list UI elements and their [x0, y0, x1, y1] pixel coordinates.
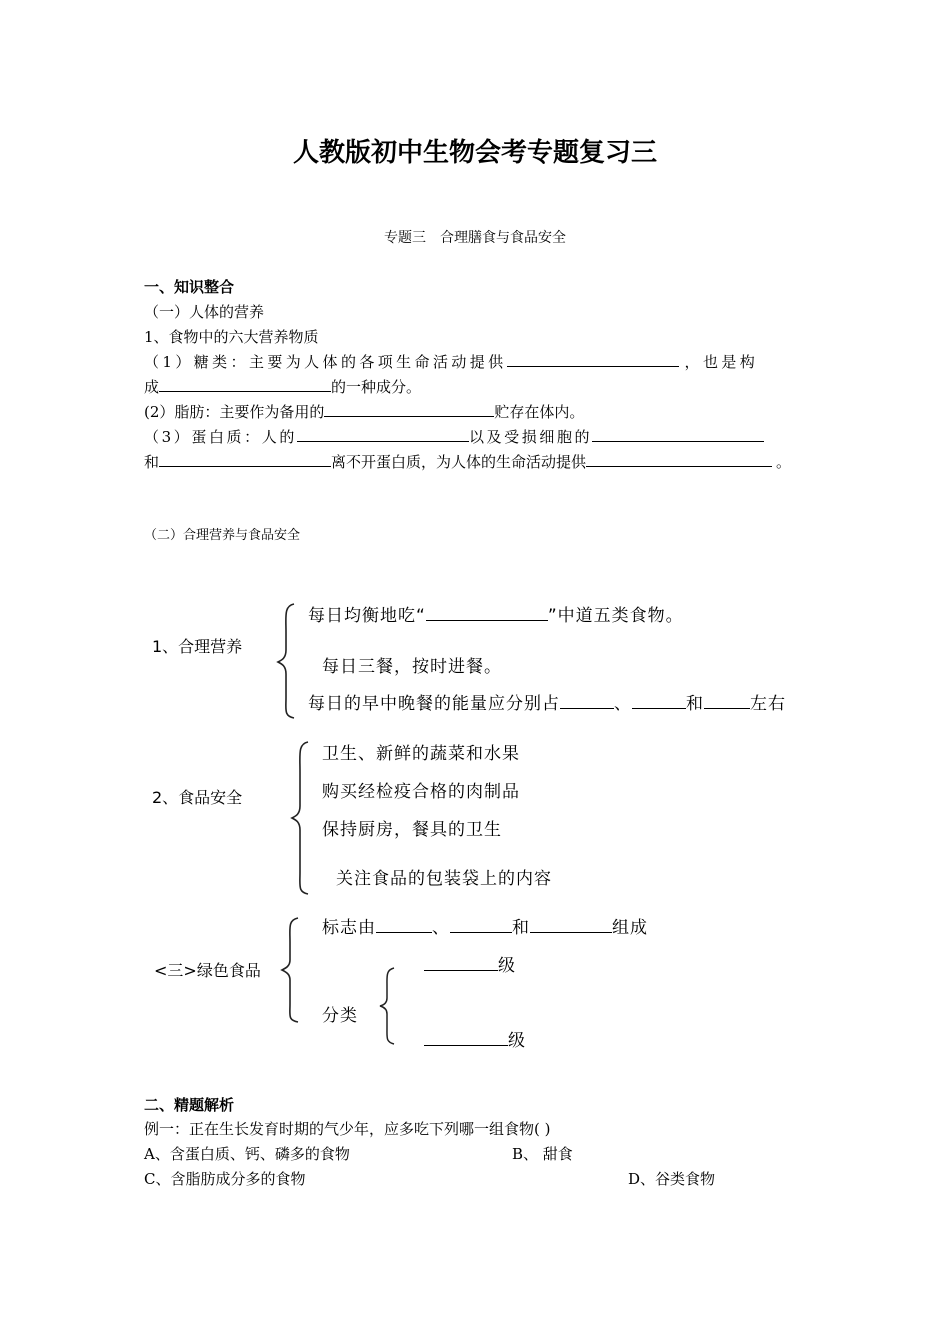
green-food-classify-label: 分类 [322, 1006, 358, 1026]
nutrition-line-3-end: 左右 [750, 694, 786, 714]
option-b[interactable]: B、 甜食 [512, 1145, 573, 1163]
nutrition-line-1 [308, 601, 684, 626]
nutrition-sep-1: 、 [614, 694, 632, 714]
page-subtitle: 专题三 合理膳食与食品安全 [384, 230, 566, 246]
protein-text-b: 以及受损细胞的 [468, 428, 593, 446]
page-title: 人教版初中生物会考专题复习三 [292, 138, 657, 168]
nutrition-line-1-a: 每日均衡地吃“ [308, 606, 426, 626]
green-logo-blank-3[interactable] [530, 917, 612, 933]
protein-line-2 [144, 451, 791, 472]
green-level-1-text: 级 [498, 956, 516, 976]
subsection-nutrition: （一）人体的营养 [144, 303, 265, 321]
protein-blank-4[interactable] [586, 451, 772, 467]
option-d[interactable]: D、谷类食物 [628, 1170, 716, 1188]
option-a[interactable]: A、含蛋白质、钙、磷多的食物 [144, 1145, 350, 1163]
section-heading-analysis: 二、精题解析 [144, 1096, 235, 1114]
energy-blank-breakfast[interactable] [560, 693, 614, 709]
sugar-blank-1[interactable] [507, 351, 679, 367]
protein-text-a: （3）蛋白质：人的 [144, 428, 297, 446]
item-six-nutrients: 1、食物中的六大营养物质 [144, 328, 319, 346]
sugar-line [144, 351, 758, 372]
protein-blank-2[interactable] [592, 426, 764, 442]
sugar-text-d: 的一种成分。 [331, 378, 422, 396]
safety-item-2: 购买经检疫合格的肉制品 [322, 782, 520, 802]
nutrition-line-3 [308, 689, 786, 714]
sugar-text-c: 成 [144, 378, 160, 396]
safety-item-1: 卫生、新鲜的蔬菜和水果 [322, 744, 520, 764]
fat-blank[interactable] [324, 401, 494, 417]
protein-text-d: 离不开蛋白质，为人体的生命活动提供 [331, 453, 587, 471]
nutrition-sep-2: 和 [686, 694, 704, 714]
sugar-line-2 [144, 376, 421, 397]
example-question: 例一：正在生长发育时期的气少年，应多吃下列哪一组食物( ) [144, 1120, 551, 1138]
green-food-label: <三>绿色食品 [154, 961, 261, 980]
green-logo-blank-2[interactable] [450, 917, 512, 933]
green-logo-sep-1: 、 [432, 918, 450, 938]
protein-blank-3[interactable] [159, 451, 331, 467]
nutrition-line-2: 每日三餐，按时进餐。 [322, 657, 502, 677]
green-food-logo-line [322, 913, 648, 938]
protein-line [144, 426, 764, 447]
green-level-1 [424, 951, 516, 976]
green-logo-sep-2: 和 [512, 918, 530, 938]
energy-blank-lunch[interactable] [632, 693, 686, 709]
green-level-2-text: 级 [508, 1031, 526, 1051]
protein-text-e: 。 [776, 453, 792, 471]
safety-label: 2、食品安全 [152, 788, 243, 807]
subsection-safety: （二）合理营养与食品安全 [144, 528, 301, 543]
energy-blank-dinner[interactable] [704, 693, 750, 709]
green-level-blank-1[interactable] [424, 955, 498, 971]
option-c[interactable]: C、含脂肪成分多的食物 [144, 1170, 306, 1188]
safety-item-4: 关注食品的包装袋上的内容 [336, 869, 552, 889]
protein-blank-1[interactable] [297, 426, 469, 442]
sugar-blank-2[interactable] [159, 376, 331, 392]
safety-item-3: 保持厨房，餐具的卫生 [322, 820, 502, 840]
safety-brace [290, 740, 312, 896]
protein-text-c: 和 [144, 453, 160, 471]
sugar-text-b: ，也是构 [684, 353, 759, 371]
section-heading-knowledge: 一、知识整合 [144, 278, 235, 296]
green-logo-blank-1[interactable] [376, 917, 432, 933]
nutrition-brace [276, 602, 298, 720]
nutrition-line-1-b: ”中道五类食物。 [547, 606, 684, 626]
green-logo-text-end: 组成 [612, 918, 648, 938]
fat-line [144, 401, 584, 422]
nutrition-line-3-a: 每日的早中晚餐的能量应分别占 [308, 694, 560, 714]
nutrition-blank-pagoda[interactable] [426, 605, 548, 621]
green-food-brace [280, 916, 302, 1024]
green-logo-text-a: 标志由 [322, 918, 376, 938]
sugar-text-a: （1）糖类：主要为人体的各项生命活动提供 [144, 353, 507, 371]
fat-text-a: (2）脂肪：主要作为备用的 [144, 403, 325, 421]
classify-brace [378, 966, 398, 1046]
fat-text-b: 贮存在体内。 [494, 403, 585, 421]
green-level-blank-2[interactable] [424, 1030, 508, 1046]
green-level-2 [424, 1026, 526, 1051]
nutrition-label: 1、合理营养 [152, 637, 243, 656]
